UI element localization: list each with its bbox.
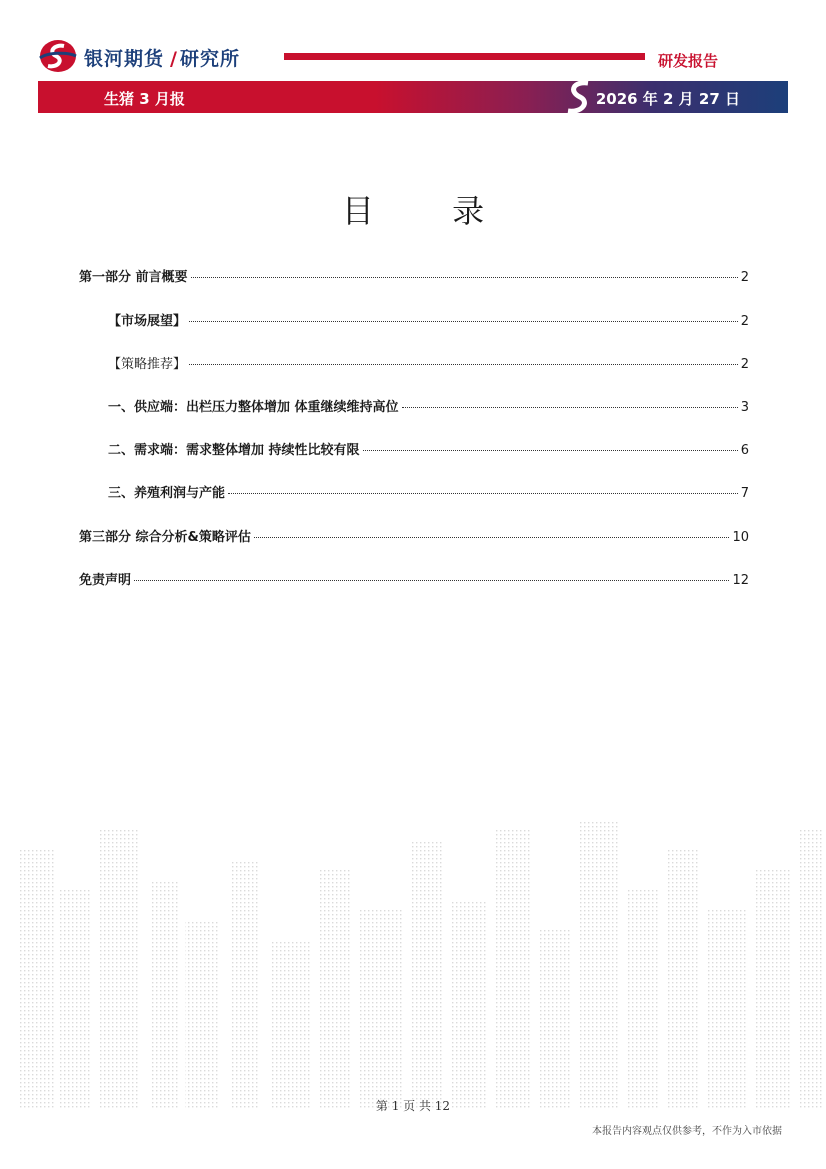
report-date: 2026 年 2 月 27 日 [595, 90, 740, 108]
toc-entry[interactable] [108, 482, 749, 500]
toc-entry-page: 12 [732, 573, 749, 588]
report-type: 研发报告 [658, 52, 719, 70]
toc-entry[interactable] [79, 569, 749, 587]
toc-entry[interactable] [108, 310, 749, 328]
toc-leader [254, 537, 730, 538]
toc-leader [363, 450, 738, 451]
toc-entry[interactable] [79, 266, 749, 284]
toc-entry-label: 第一部分 前言概要 [79, 270, 188, 285]
report-subject: 生猪 3 月报 [104, 90, 185, 108]
toc-leader [228, 493, 738, 494]
toc-leader [191, 277, 738, 278]
toc-entry-page: 10 [732, 530, 749, 545]
toc-entry[interactable] [79, 526, 749, 544]
toc-entry-page: 6 [740, 443, 749, 458]
toc-leader [189, 321, 738, 322]
toc-entry-page: 7 [740, 486, 749, 501]
toc-entry[interactable] [108, 439, 749, 457]
toc-entry-label: 一、供应端：出栏压力整体增加 体重继续维持高位 [108, 400, 399, 415]
toc-entry-label: 免责声明 [79, 573, 132, 588]
galaxy-logo-icon [38, 38, 78, 74]
header-banner [38, 81, 788, 113]
toc-entry-label: 二、需求端：需求整体增加 持续性比较有限 [108, 443, 360, 458]
toc-leader [402, 407, 738, 408]
toc-entry-label: 第三部分 综合分析&策略评估 [79, 530, 251, 545]
toc-entry-page: 2 [740, 357, 749, 372]
toc-leader [189, 364, 738, 365]
brand-company: 银河期货 [84, 48, 165, 70]
brand-division: 研究所 [179, 48, 240, 70]
toc-entry-label: 【市场展望】 [108, 314, 187, 329]
toc-entry-page: 3 [740, 400, 749, 415]
swoosh-icon [560, 77, 600, 117]
toc-entry[interactable] [108, 396, 749, 414]
toc-entry[interactable] [108, 353, 749, 371]
footer-disclaimer: 本报告内容观点仅供参考，不作为入市依据 [592, 1126, 782, 1137]
toc-entry-page: 2 [740, 270, 749, 285]
toc-entry-label: 【策略推荐】 [108, 357, 187, 372]
toc-entry-page: 2 [740, 314, 749, 329]
page-number: 第 1 页 共 12 [375, 1099, 451, 1113]
toc-entry-label: 三、养殖利润与产能 [108, 486, 226, 501]
header-rule [284, 53, 645, 60]
toc-title: 目 录 [341, 192, 519, 230]
toc-leader [134, 580, 729, 581]
brand-name: 银河期货 / 研究所 [84, 48, 240, 70]
city-skyline-watermark [0, 810, 826, 1110]
